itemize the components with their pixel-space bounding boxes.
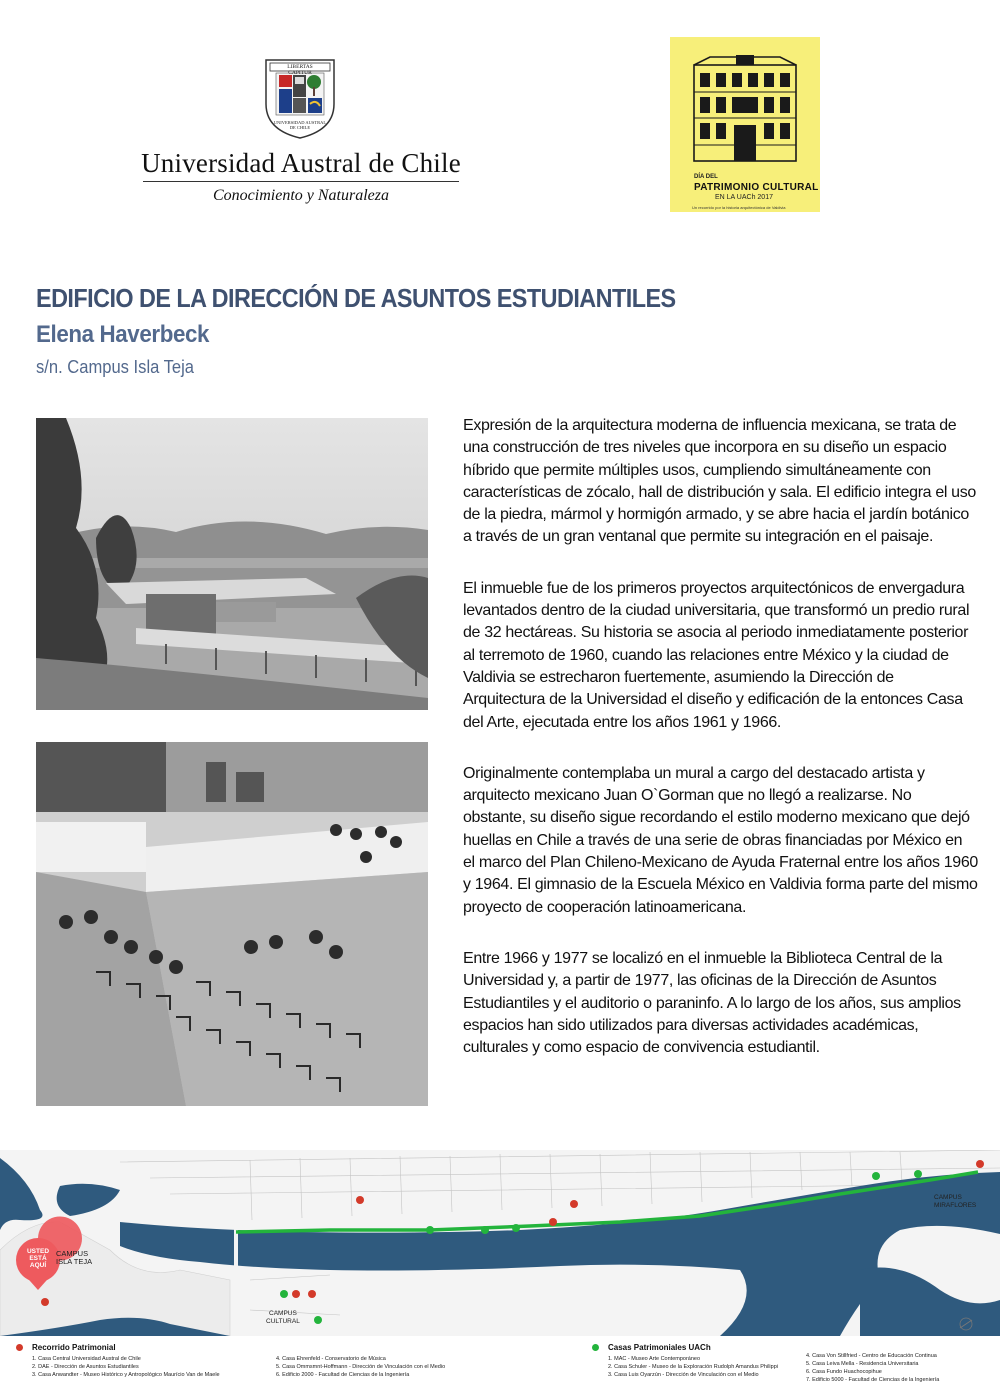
architect-name: Elena Haverbeck <box>36 321 210 348</box>
badge-line-dia-del: DÍA DEL <box>694 174 718 180</box>
legend-patrimonial-title: Recorrido Patrimonial <box>32 1343 116 1352</box>
paragraph-2: El inmueble fue de los primeros proyectos arquitectónicos de envergadura levantados dentro de la ciudad universitaria, que transformó un predio rural de 32 hectáreas. Su historia se asocia al periodo inmediatamente posterior al terremoto de 1960, cuando las relaciones entre México y la ciudad de Valdivia se estrecharon fuertemente, asumiendo la Dirección de Arquitectura de la Universidad el diseño y edificación de la entonces Casa del Arte, ejecutada entre los años 1961 y 1966. <box>463 579 970 731</box>
header-divider <box>143 181 459 182</box>
you-are-here-3: AQUÍ <box>29 1262 47 1269</box>
legend-item: 7. Edificio 5000 - Facultad de Ciencias de la Ingeniería <box>806 1377 940 1383</box>
route-map <box>0 1150 1000 1336</box>
heritage-building-illustration <box>690 55 800 167</box>
legend-item: 6. Casa Fundo Huachocopihue <box>806 1369 882 1375</box>
badge-line-tagline: Un recorrido por la historia arquitectónica de Valdivia <box>692 205 786 210</box>
label-campus-miraflores-1: CAMPUS <box>934 1194 962 1201</box>
legend-item: 2. DAE - Dirección de Asuntos Estudiantiles <box>32 1364 139 1370</box>
label-campus-cultural-2: CULTURAL <box>266 1317 300 1325</box>
legend-item: 1. Casa Central Universidad Austral de Chile <box>32 1356 141 1362</box>
label-campus-cultural-1: CAMPUS <box>269 1310 297 1317</box>
legend-item: 4. Casa Von Stillfried - Centro de Educación Continua <box>806 1353 937 1359</box>
university-crest-logo <box>262 58 338 140</box>
legend-item: 3. Casa Anwandter - Museo Histórico y Antropológico Maurício Van de Maele <box>32 1372 220 1378</box>
university-name: Universidad Austral de Chile <box>141 148 461 178</box>
legend-item: 4. Casa Ehrenfeld - Conservatorio de Música <box>276 1356 386 1362</box>
patrimonio-badge <box>670 37 820 212</box>
university-motto: Conocimiento y Naturaleza <box>213 187 389 204</box>
legend-item: 6. Edificio 2000 - Facultad de Ciencias de la Ingeniería <box>276 1372 410 1378</box>
paragraph-4: Entre 1966 y 1977 se localizó en el inmueble la Biblioteca Central de la Universidad y, a partir de 1977, las oficinas de la Dirección de Asuntos Estudiantiles y el auditorio o paraninfo. A lo largo de los años, sus amplios espacios han sido utilizados para diversas actividades académicas, culturales y como espacio de convivencia estudiantil. <box>463 949 961 1057</box>
map-legend <box>0 1336 1000 1400</box>
label-campus-isla-teja-2: ISLA TEJA <box>56 1257 93 1266</box>
you-are-here-2: ESTÁ <box>29 1255 47 1262</box>
badge-line-uach-2017: EN LA UACh 2017 <box>715 194 773 201</box>
you-are-here-1: USTED <box>26 1248 50 1255</box>
legend-item: 3. Casa Luis Oyarzún - Dirección de Vinculación con el Medio <box>608 1372 759 1378</box>
exterior-photo <box>36 418 428 710</box>
patrimonial-dot-icon <box>16 1344 23 1351</box>
label-campus-isla-teja-1: CAMPUS <box>56 1249 89 1258</box>
page-title: EDIFICIO DE LA DIRECCIÓN DE ASUNTOS ESTUDIANTILES <box>36 283 676 313</box>
interior-photo <box>36 742 428 1106</box>
crest-motto: LIBERTAS CAPITUR <box>287 63 313 76</box>
legend-item: 5. Casa Ommsmnt-Hoffmann - Dirección de Vinculación con el Medio <box>276 1364 446 1370</box>
legend-uach-title: Casas Patrimoniales UACh <box>608 1343 711 1352</box>
legend-item: 5. Casa Leiva Mella - Residencia Universitaria <box>806 1361 919 1367</box>
crest-ring-text: UNIVERSIDAD AUSTRAL DE CHILE <box>273 120 327 130</box>
legend-item: 1. MAC - Museo Arte Contemporáneo <box>608 1356 701 1362</box>
legend-item: 2. Casa Schuler - Museo de la Exploración Rudolph Amandus Philippi <box>608 1364 778 1370</box>
paragraph-1: Expresión de la arquitectura moderna de influencia mexicana, se trata de una construcción de tres niveles que incorpora en su diseño un espacio híbrido que permite múltiples usos, cumpliendo simultáneamente con características de zócalo, hall de distribución y sala. El edificio integra el uso de la piedra, mármol y hormigón armado, y se abre hacia el jardín botánico a través de un gran ventanal que permite su integración en el paisaje. <box>463 417 976 546</box>
building-address: s/n. Campus Isla Teja <box>36 357 195 377</box>
paragraph-3: Originalmente contemplaba un mural a cargo del destacado artista y arquitecto mexicano Juan O`Gorman que no llegó a realizarse. No obstante, su diseño sigue recordando el estilo moderno mexicano que dejó huellas en Chile a través de una serie de obras financiadas por México en el marco del Plan Chileno-Mexicano de Ayuda Fraternal entre los años 1960 y 1964. El gimnasio de la Escuela México en Valdivia forma parte del mismo proyecto de cooperación latinoamericana. <box>463 764 978 916</box>
body-text <box>463 415 978 1088</box>
label-campus-miraflores-2: MIRAFLORES <box>934 1201 977 1209</box>
uach-dot-icon <box>592 1344 599 1351</box>
badge-line-patrimonio: PATRIMONIO CULTURAL <box>694 182 819 193</box>
